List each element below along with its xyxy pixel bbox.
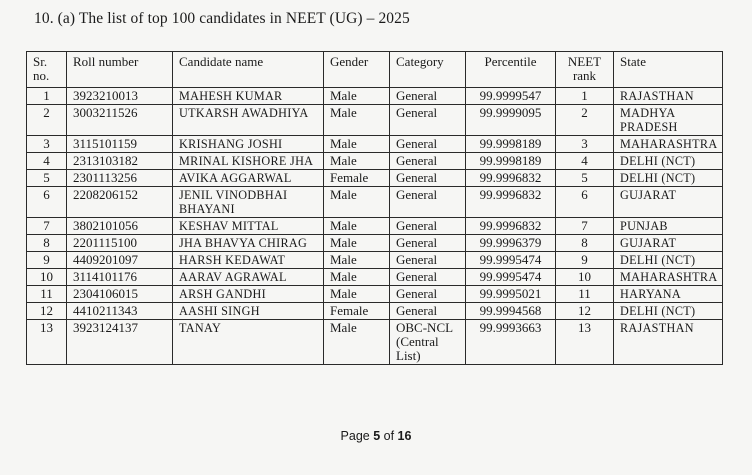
cell-roll: 4409201097	[67, 252, 173, 269]
cell-roll: 2313103182	[67, 153, 173, 170]
footer-page-number: 5	[373, 429, 381, 443]
table-row	[27, 170, 723, 187]
cell-gender: Male	[324, 320, 390, 365]
cell-category: General	[390, 88, 466, 105]
cell-sr: 4	[27, 153, 67, 170]
table-row	[27, 187, 723, 218]
cell-roll: 4410211343	[67, 303, 173, 320]
cell-category: General	[390, 269, 466, 286]
cell-category: General	[390, 303, 466, 320]
cell-state: DELHI (NCT)	[614, 303, 723, 320]
cell-category: General	[390, 170, 466, 187]
cell-sr: 5	[27, 170, 67, 187]
cell-category: General	[390, 187, 466, 218]
cell-state: HARYANA	[614, 286, 723, 303]
cell-rank: 6	[556, 187, 614, 218]
cell-state: MADHYA PRADESH	[614, 105, 723, 136]
cell-state: GUJARAT	[614, 235, 723, 252]
cell-rank: 10	[556, 269, 614, 286]
cell-name: UTKARSH AWADHIYA	[173, 105, 324, 136]
col-header-rank: NEET rank	[556, 52, 614, 88]
cell-sr: 8	[27, 235, 67, 252]
cell-sr: 11	[27, 286, 67, 303]
cell-category: OBC-NCL (Central List)	[390, 320, 466, 365]
cell-rank: 12	[556, 303, 614, 320]
cell-gender: Female	[324, 170, 390, 187]
cell-percentile: 99.9999547	[466, 88, 556, 105]
col-header-gender: Gender	[324, 52, 390, 88]
cell-percentile: 99.9996832	[466, 170, 556, 187]
col-header-percentile: Percentile	[466, 52, 556, 88]
page-footer	[0, 429, 752, 443]
col-header-name: Candidate name	[173, 52, 324, 88]
cell-state: MAHARASHTRA	[614, 269, 723, 286]
cell-category: General	[390, 136, 466, 153]
cell-percentile: 99.9993663	[466, 320, 556, 365]
cell-sr: 9	[27, 252, 67, 269]
cell-name: AASHI SINGH	[173, 303, 324, 320]
cell-name: KRISHANG JOSHI	[173, 136, 324, 153]
cell-name: MAHESH KUMAR	[173, 88, 324, 105]
cell-category: General	[390, 153, 466, 170]
cell-percentile: 99.9998189	[466, 153, 556, 170]
cell-category: General	[390, 252, 466, 269]
cell-rank: 4	[556, 153, 614, 170]
cell-name: KESHAV MITTAL	[173, 218, 324, 235]
footer-prefix: Page	[340, 429, 374, 443]
cell-gender: Male	[324, 153, 390, 170]
cell-gender: Male	[324, 136, 390, 153]
cell-percentile: 99.9996832	[466, 187, 556, 218]
cell-name: HARSH KEDAWAT	[173, 252, 324, 269]
cell-name: AARAV AGRAWAL	[173, 269, 324, 286]
cell-roll: 3003211526	[67, 105, 173, 136]
footer-of: of	[380, 429, 398, 443]
cell-sr: 13	[27, 320, 67, 365]
cell-gender: Male	[324, 269, 390, 286]
cell-percentile: 99.9999095	[466, 105, 556, 136]
cell-rank: 7	[556, 218, 614, 235]
table-row	[27, 105, 723, 136]
table-row	[27, 235, 723, 252]
cell-category: General	[390, 105, 466, 136]
cell-sr: 3	[27, 136, 67, 153]
table-row	[27, 303, 723, 320]
cell-percentile: 99.9995474	[466, 269, 556, 286]
cell-rank: 8	[556, 235, 614, 252]
cell-name: ARSH GANDHI	[173, 286, 324, 303]
cell-state: PUNJAB	[614, 218, 723, 235]
cell-rank: 11	[556, 286, 614, 303]
cell-state: DELHI (NCT)	[614, 252, 723, 269]
cell-gender: Male	[324, 286, 390, 303]
cell-sr: 1	[27, 88, 67, 105]
cell-roll: 2208206152	[67, 187, 173, 218]
cell-category: General	[390, 235, 466, 252]
cell-name: JENIL VINODBHAI BHAYANI	[173, 187, 324, 218]
cell-state: DELHI (NCT)	[614, 170, 723, 187]
cell-state: MAHARASHTRA	[614, 136, 723, 153]
col-header-sr: Sr. no.	[27, 52, 67, 88]
cell-roll: 3115101159	[67, 136, 173, 153]
cell-gender: Male	[324, 218, 390, 235]
col-header-roll: Roll number	[67, 52, 173, 88]
cell-gender: Male	[324, 252, 390, 269]
cell-gender: Male	[324, 88, 390, 105]
footer-total-pages: 16	[397, 429, 412, 443]
cell-roll: 2304106015	[67, 286, 173, 303]
table-row	[27, 218, 723, 235]
cell-roll: 3802101056	[67, 218, 173, 235]
cell-percentile: 99.9998189	[466, 136, 556, 153]
cell-rank: 13	[556, 320, 614, 365]
cell-sr: 7	[27, 218, 67, 235]
cell-state: RAJASTHAN	[614, 88, 723, 105]
cell-gender: Male	[324, 105, 390, 136]
cell-state: RAJASTHAN	[614, 320, 723, 365]
table-row	[27, 153, 723, 170]
cell-percentile: 99.9994568	[466, 303, 556, 320]
header-row	[27, 52, 723, 88]
cell-rank: 1	[556, 88, 614, 105]
cell-percentile: 99.9995474	[466, 252, 556, 269]
table-row	[27, 136, 723, 153]
cell-state: DELHI (NCT)	[614, 153, 723, 170]
table-row	[27, 269, 723, 286]
table-row	[27, 88, 723, 105]
cell-state: GUJARAT	[614, 187, 723, 218]
cell-roll: 3923124137	[67, 320, 173, 365]
cell-sr: 12	[27, 303, 67, 320]
page-heading: 10. (a) The list of top 100 candidates in NEET (UG) – 2025	[34, 10, 410, 27]
cell-gender: Male	[324, 187, 390, 218]
cell-roll: 2301113256	[67, 170, 173, 187]
table-row	[27, 320, 723, 365]
cell-percentile: 99.9995021	[466, 286, 556, 303]
cell-roll: 2201115100	[67, 235, 173, 252]
cell-sr: 2	[27, 105, 67, 136]
cell-sr: 6	[27, 187, 67, 218]
cell-name: TANAY	[173, 320, 324, 365]
candidates-table	[26, 51, 723, 365]
cell-rank: 3	[556, 136, 614, 153]
col-header-category: Category	[390, 52, 466, 88]
cell-sr: 10	[27, 269, 67, 286]
col-header-state: State	[614, 52, 723, 88]
cell-rank: 5	[556, 170, 614, 187]
cell-roll: 3114101176	[67, 269, 173, 286]
cell-gender: Female	[324, 303, 390, 320]
cell-name: MRINAL KISHORE JHA	[173, 153, 324, 170]
cell-name: AVIKA AGGARWAL	[173, 170, 324, 187]
table-row	[27, 252, 723, 269]
cell-roll: 3923210013	[67, 88, 173, 105]
cell-gender: Male	[324, 235, 390, 252]
cell-percentile: 99.9996832	[466, 218, 556, 235]
cell-rank: 2	[556, 105, 614, 136]
cell-category: General	[390, 286, 466, 303]
cell-name: JHA BHAVYA CHIRAG	[173, 235, 324, 252]
cell-category: General	[390, 218, 466, 235]
table-row	[27, 286, 723, 303]
cell-rank: 9	[556, 252, 614, 269]
cell-percentile: 99.9996379	[466, 235, 556, 252]
